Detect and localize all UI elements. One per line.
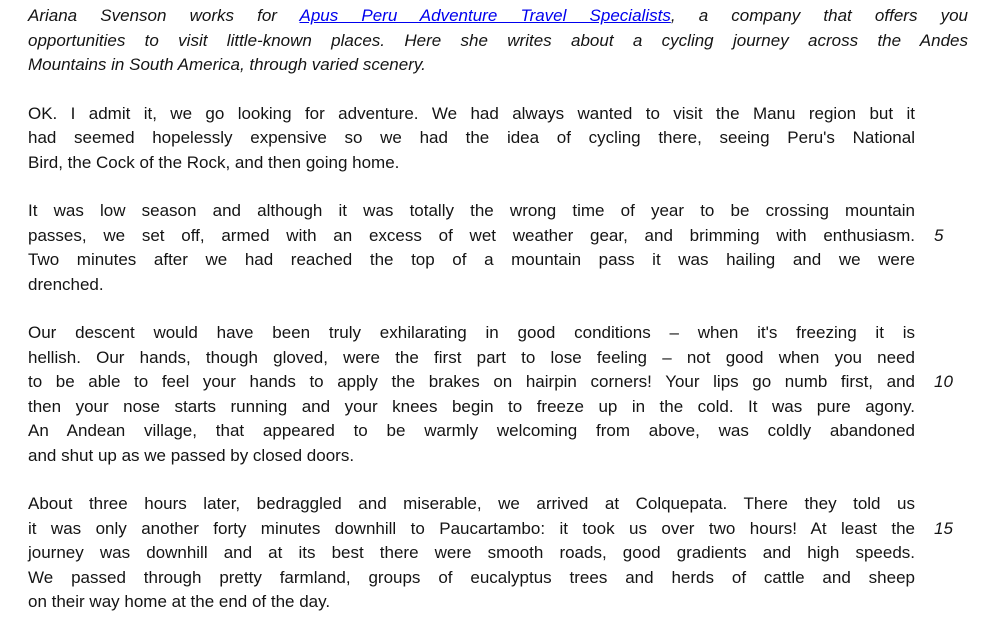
text-line: drenched. — [28, 274, 104, 294]
reading-passage — [28, 4, 968, 639]
text-line: hellish. Our hands, though gloved, were the first part to lose feeling – not good when you need — [28, 347, 915, 367]
paragraph-3 — [28, 321, 953, 468]
text-line: Our descent would have been truly exhilarating in good conditions – when it's freezing it is — [28, 323, 915, 342]
margin-line-number-5: 5 — [934, 225, 944, 245]
margin-line-number-15: 15 — [934, 518, 953, 538]
text-line — [28, 4, 968, 29]
margin-line-number-10: 10 — [934, 372, 953, 391]
text-line-content: to be able to feel your hands to apply the brakes on hairpin corners! Your lips go numb first, and — [28, 372, 915, 391]
intro-text-before-link: Ariana Svenson works for — [28, 6, 300, 25]
text-line-content: passes, we set off, armed with an excess of wet weather gear, and brimming with enthusiasm. — [28, 225, 915, 245]
text-line: on their way home at the end of the day. — [28, 592, 331, 611]
text-line: then your nose starts running and your knees begin to freeze up in the cold. It was pure agony. — [28, 396, 915, 416]
text-line: It was low season and although it was totally the wrong time of year to be crossing mountain — [28, 201, 915, 220]
text-line: and shut up as we passed by closed doors. — [28, 445, 355, 465]
text-line — [28, 517, 953, 542]
apus-peru-link[interactable]: Apus Peru Adventure Travel Specialists — [299, 6, 671, 25]
paragraph-4 — [28, 492, 953, 615]
paragraph-1 — [28, 102, 915, 176]
text-line — [28, 224, 944, 249]
text-line: Two minutes after we had reached the top of a mountain pass it was hailing and we were — [28, 250, 915, 269]
intro-text-after-link: , a company that offers you — [670, 6, 968, 25]
text-line: opportunities to visit little-known places. Here she writes about a cycling journey across the Andes — [28, 30, 968, 50]
text-line: Bird, the Cock of the Rock, and then going home. — [28, 152, 400, 172]
text-line: Mountains in South America, through varied scenery. — [28, 55, 426, 74]
paragraph-2 — [28, 199, 944, 297]
text-line — [28, 370, 953, 395]
text-line: We passed through pretty farmland, groups of eucalyptus trees and herds of cattle and sheep — [28, 567, 915, 587]
text-line: OK. I admit it, we go looking for adventure. We had always wanted to visit the Manu region but it — [28, 103, 915, 123]
text-line-content: it was only another forty minutes downhill to Paucartambo: it took us over two hours! At least the — [28, 518, 915, 538]
text-line: had seemed hopelessly expensive so we had the idea of cycling there, seeing Peru's National — [28, 128, 915, 147]
intro-paragraph — [28, 4, 968, 78]
text-line: journey was downhill and at its best there were smooth roads, good gradients and high speeds. — [28, 543, 915, 562]
text-line: About three hours later, bedraggled and miserable, we arrived at Colquepata. There they told us — [28, 494, 915, 513]
text-line: An Andean village, that appeared to be warmly welcoming from above, was coldly abandoned — [28, 421, 915, 440]
